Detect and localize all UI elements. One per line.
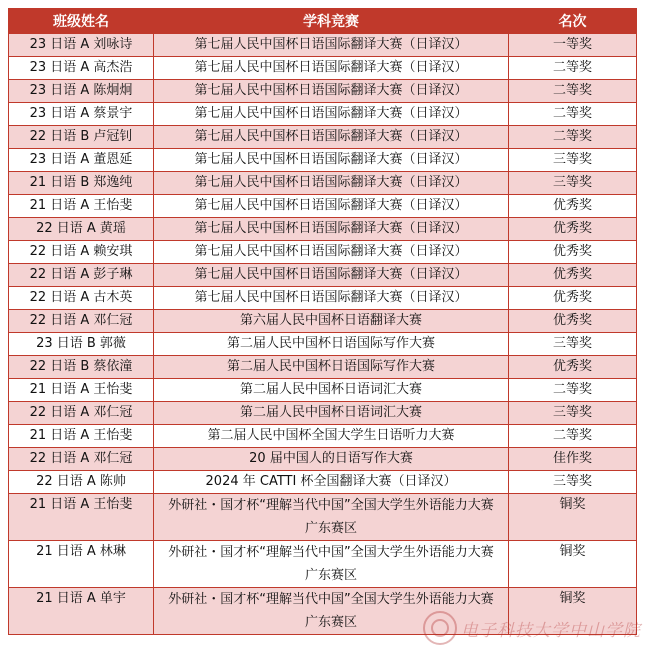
student-cell: 23 日语 A 刘咏诗: [9, 34, 154, 57]
table-row: [9, 241, 637, 264]
competition-cell: 第七届人民中国杯日语国际翻译大赛（日译汉）: [154, 241, 509, 264]
rank-cell: 二等奖: [509, 57, 637, 80]
header-row: [9, 9, 637, 34]
table-row: [9, 57, 637, 80]
rank-cell: 优秀奖: [509, 356, 637, 379]
rank-cell: 优秀奖: [509, 264, 637, 287]
university-seal-icon: [423, 611, 457, 645]
student-cell: 22 日语 A 陈帅: [9, 471, 154, 494]
competition-cell: 第六届人民中国杯日语翻译大赛: [154, 310, 509, 333]
rank-cell: 铜奖: [509, 494, 637, 541]
student-cell: 21 日语 A 林琳: [9, 541, 154, 588]
competition-cell: 第二届人民中国杯日语词汇大赛: [154, 402, 509, 425]
table-row: [9, 149, 637, 172]
competition-cell: 第七届人民中国杯日语国际翻译大赛（日译汉）: [154, 80, 509, 103]
table-row: [9, 494, 637, 541]
rank-cell: 优秀奖: [509, 218, 637, 241]
competition-cell: 20 届中国人的日语写作大赛: [154, 448, 509, 471]
student-cell: 22 日语 A 邓仁冠: [9, 448, 154, 471]
student-cell: 22 日语 A 彭子琳: [9, 264, 154, 287]
table-row: [9, 218, 637, 241]
rank-cell: 三等奖: [509, 471, 637, 494]
competition-cell: 第二届人民中国杯全国大学生日语听力大赛: [154, 425, 509, 448]
student-cell: 21 日语 B 郑逸纯: [9, 172, 154, 195]
table-row: [9, 541, 637, 588]
competition-cell: 外研社・国才杯“理解当代中国”全国大学生外语能力大赛广东赛区: [154, 588, 509, 635]
student-cell: 23 日语 B 郭薇: [9, 333, 154, 356]
rank-cell: 铜奖: [509, 588, 637, 635]
rank-cell: 二等奖: [509, 103, 637, 126]
table-row: [9, 103, 637, 126]
competition-cell: 外研社・国才杯“理解当代中国”全国大学生外语能力大赛广东赛区: [154, 541, 509, 588]
student-cell: 22 日语 A 邓仁冠: [9, 402, 154, 425]
competition-cell: 第二届人民中国杯日语国际写作大赛: [154, 333, 509, 356]
table-row: [9, 264, 637, 287]
rank-cell: 三等奖: [509, 402, 637, 425]
watermark: [423, 611, 641, 645]
rank-cell: 二等奖: [509, 425, 637, 448]
rank-cell: 佳作奖: [509, 448, 637, 471]
rank-cell: 三等奖: [509, 333, 637, 356]
student-cell: 23 日语 A 高杰浩: [9, 57, 154, 80]
student-cell: 23 日语 A 董恩延: [9, 149, 154, 172]
table-row: [9, 356, 637, 379]
competition-cell: 第七届人民中国杯日语国际翻译大赛（日译汉）: [154, 264, 509, 287]
table-row: [9, 34, 637, 57]
rank-cell: 优秀奖: [509, 310, 637, 333]
rank-cell: 二等奖: [509, 80, 637, 103]
table-row: [9, 126, 637, 149]
table-row: [9, 195, 637, 218]
competition-cell: 第二届人民中国杯日语国际写作大赛: [154, 356, 509, 379]
rank-cell: 铜奖: [509, 541, 637, 588]
student-cell: 22 日语 A 邓仁冠: [9, 310, 154, 333]
header-rank: 名次: [509, 9, 637, 34]
student-cell: 21 日语 A 王怡斐: [9, 379, 154, 402]
student-cell: 22 日语 A 古木英: [9, 287, 154, 310]
rank-cell: 一等奖: [509, 34, 637, 57]
header-competition: 学科竞赛: [154, 9, 509, 34]
student-cell: 21 日语 A 王怡斐: [9, 425, 154, 448]
student-cell: 22 日语 A 黄瑶: [9, 218, 154, 241]
table-row: [9, 310, 637, 333]
competition-cell: 第七届人民中国杯日语国际翻译大赛（日译汉）: [154, 57, 509, 80]
competition-cell: 第七届人民中国杯日语国际翻译大赛（日译汉）: [154, 149, 509, 172]
watermark-text: 电子科技大学中山学院: [461, 620, 641, 641]
student-cell: 23 日语 A 蔡景宇: [9, 103, 154, 126]
rank-cell: 三等奖: [509, 172, 637, 195]
table-row: [9, 471, 637, 494]
table-row: [9, 333, 637, 356]
awards-table: [8, 8, 637, 635]
competition-cell: 第七届人民中国杯日语国际翻译大赛（日译汉）: [154, 287, 509, 310]
rank-cell: 优秀奖: [509, 287, 637, 310]
table-row: [9, 448, 637, 471]
rank-cell: 二等奖: [509, 126, 637, 149]
student-cell: 22 日语 B 卢冠钊: [9, 126, 154, 149]
rank-cell: 三等奖: [509, 149, 637, 172]
competition-cell: 第七届人民中国杯日语国际翻译大赛（日译汉）: [154, 103, 509, 126]
competition-cell: 第七届人民中国杯日语国际翻译大赛（日译汉）: [154, 172, 509, 195]
student-cell: 22 日语 A 赖安琪: [9, 241, 154, 264]
table-row: [9, 287, 637, 310]
table-row: [9, 425, 637, 448]
table-row: [9, 172, 637, 195]
student-cell: 22 日语 B 蔡依潼: [9, 356, 154, 379]
rank-cell: 优秀奖: [509, 241, 637, 264]
student-cell: 21 日语 A 王怡斐: [9, 195, 154, 218]
rank-cell: 优秀奖: [509, 195, 637, 218]
table-row: [9, 379, 637, 402]
competition-cell: 第七届人民中国杯日语国际翻译大赛（日译汉）: [154, 218, 509, 241]
student-cell: 21 日语 A 王怡斐: [9, 494, 154, 541]
table-row: [9, 402, 637, 425]
competition-cell: 第七届人民中国杯日语国际翻译大赛（日译汉）: [154, 34, 509, 57]
table-row: [9, 80, 637, 103]
competition-cell: 外研社・国才杯“理解当代中国”全国大学生外语能力大赛广东赛区: [154, 494, 509, 541]
student-cell: 21 日语 A 单宇: [9, 588, 154, 635]
competition-cell: 第七届人民中国杯日语国际翻译大赛（日译汉）: [154, 195, 509, 218]
competition-cell: 第七届人民中国杯日语国际翻译大赛（日译汉）: [154, 126, 509, 149]
rank-cell: 二等奖: [509, 379, 637, 402]
competition-cell: 第二届人民中国杯日语词汇大赛: [154, 379, 509, 402]
competition-cell: 2024 年 CATTI 杯全国翻译大赛（日译汉）: [154, 471, 509, 494]
student-cell: 23 日语 A 陈炯炯: [9, 80, 154, 103]
header-student: 班级姓名: [9, 9, 154, 34]
